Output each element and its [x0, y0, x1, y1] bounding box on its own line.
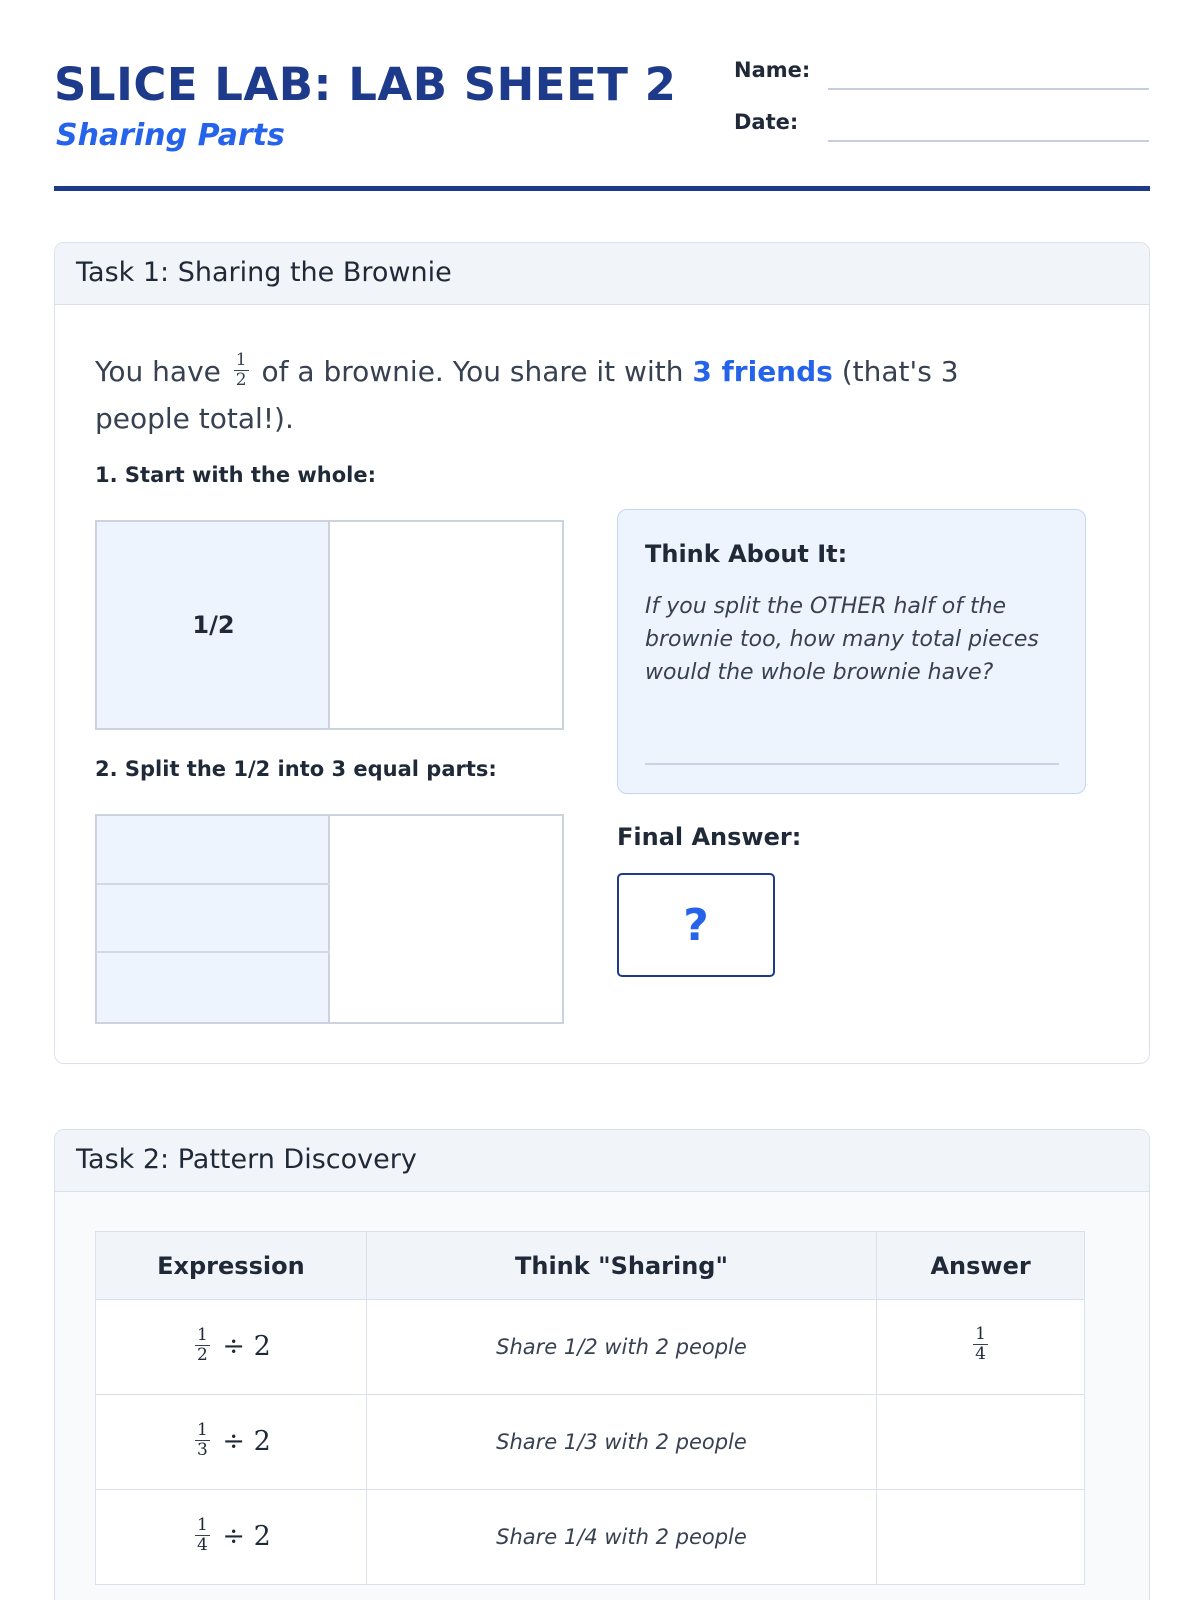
- answer-cell[interactable]: [877, 1300, 1085, 1395]
- fraction-denominator: 2: [235, 369, 247, 390]
- fraction-denominator: 3: [196, 1439, 208, 1460]
- table-row: [96, 1490, 1085, 1585]
- answer-fraction: [973, 1325, 988, 1364]
- prompt-text-before: You have: [95, 355, 221, 388]
- fraction-numerator: 1: [975, 1323, 986, 1344]
- answer-cell[interactable]: [877, 1490, 1085, 1585]
- expression-fraction: [195, 1326, 210, 1365]
- date-label: Date:: [734, 110, 799, 134]
- final-answer-label: Final Answer:: [617, 823, 802, 851]
- think-about-it-box: [617, 509, 1086, 794]
- column-header-think: Think "Sharing": [366, 1232, 876, 1300]
- expression: [191, 1514, 271, 1555]
- worksheet-header: [54, 50, 1149, 195]
- answer-cell[interactable]: [877, 1395, 1085, 1490]
- think-title: Think About It:: [645, 540, 848, 568]
- think-cell: Share 1/3 with 2 people: [366, 1395, 876, 1490]
- division-operator: ÷ 2: [222, 1330, 271, 1362]
- think-cell: Share 1/2 with 2 people: [366, 1300, 876, 1395]
- table-header-row: [96, 1232, 1085, 1300]
- column-header-answer: Answer: [877, 1232, 1085, 1300]
- date-field[interactable]: [828, 140, 1149, 142]
- expression-cell: [96, 1395, 367, 1490]
- expression-cell: [96, 1300, 367, 1395]
- split-line: [97, 951, 330, 953]
- task2-card: [54, 1129, 1150, 1600]
- fraction-numerator: 1: [196, 1514, 208, 1535]
- page-title: SLICE LAB: LAB SHEET 2: [54, 58, 677, 111]
- fraction-denominator: 4: [975, 1343, 986, 1364]
- prompt-fraction: [234, 351, 249, 390]
- name-label: Name:: [734, 58, 811, 82]
- page-subtitle: Sharing Parts: [56, 118, 285, 153]
- table-row: [96, 1300, 1085, 1395]
- step2-label: 2. Split the 1/2 into 3 equal parts:: [95, 757, 497, 781]
- pattern-table: [95, 1231, 1085, 1585]
- fraction-numerator: 1: [196, 1324, 208, 1345]
- whole-brownie-diagram: [95, 520, 564, 730]
- task1-title: Task 1: Sharing the Brownie: [55, 243, 1149, 305]
- split-line: [97, 883, 330, 885]
- think-cell: Share 1/4 with 2 people: [366, 1490, 876, 1585]
- name-field[interactable]: [828, 88, 1149, 90]
- think-question: If you split the OTHER half of the brownie too, how many total pieces would the whole brownie have?: [645, 594, 1039, 685]
- final-answer-box[interactable]: ?: [617, 873, 775, 977]
- fraction-denominator: 4: [196, 1534, 208, 1555]
- think-answer-line[interactable]: [645, 763, 1059, 765]
- task1-prompt: [95, 348, 1055, 442]
- expression-cell: [96, 1490, 367, 1585]
- expression: [191, 1419, 271, 1460]
- header-divider: [54, 186, 1150, 191]
- table-row: [96, 1395, 1085, 1490]
- division-operator: ÷ 2: [222, 1425, 271, 1457]
- task1-card: [54, 242, 1150, 1064]
- fraction-numerator: 1: [235, 349, 247, 370]
- step1-label: 1. Start with the whole:: [95, 463, 376, 487]
- column-header-expression: Expression: [96, 1232, 367, 1300]
- prompt-text-after: (that's 3 people total!).: [95, 355, 959, 435]
- fraction-numerator: 1: [196, 1419, 208, 1440]
- expression-fraction: [195, 1421, 210, 1460]
- expression: [191, 1324, 271, 1365]
- prompt-highlight: 3 friends: [692, 355, 833, 388]
- task2-title: Task 2: Pattern Discovery: [55, 1130, 1149, 1192]
- expression-fraction: [195, 1516, 210, 1555]
- prompt-text-middle: of a brownie. You share it with: [261, 355, 684, 388]
- brownie-split-half: [97, 816, 330, 1022]
- division-operator: ÷ 2: [222, 1520, 271, 1552]
- fraction-denominator: 2: [196, 1344, 208, 1365]
- split-brownie-diagram: [95, 814, 564, 1024]
- half-label: 1/2: [192, 611, 235, 639]
